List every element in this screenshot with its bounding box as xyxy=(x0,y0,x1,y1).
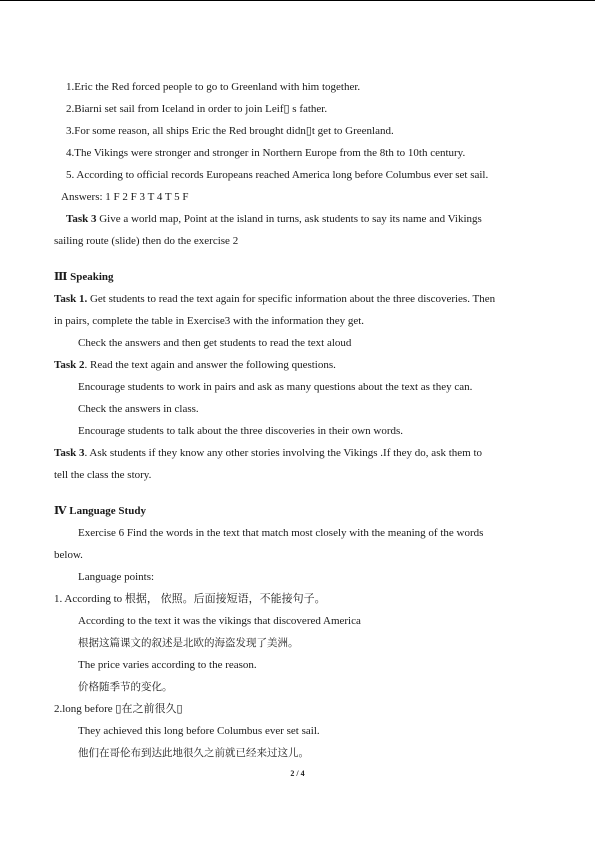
point-2-example-1-en: They achieved this long before Columbus ever set sail. xyxy=(78,725,320,737)
statement-3: 3.For some reason, all ships Eric the Red brought didn▯t get to Greenland. xyxy=(66,125,394,137)
task-text: Get students to read the text again for specific information about the three discoveries. Then xyxy=(87,293,496,305)
point-2-example-1-zh: 他们在哥伦布到达此地很久之前就已经来过这儿。 xyxy=(78,747,309,759)
point-1-title: 1. According to 根据， 依照。后面接短语，不能接句子。 xyxy=(54,593,326,605)
statement-4: 4.The Vikings were stronger and stronger in Northern Europe from the 8th to 10th century. xyxy=(66,147,466,159)
exercise-6: Exercise 6 Find the words in the text that match most closely with the meaning of the words xyxy=(78,527,484,539)
speaking-task3-cont: tell the class the story. xyxy=(54,469,152,481)
language-study-heading: Ⅳ Language Study xyxy=(54,505,146,517)
point-1-example-1-en: According to the text it was the vikings that discovered America xyxy=(78,615,361,627)
point-1-example-2-en: The price varies according to the reason. xyxy=(78,659,257,671)
page-number: 2 / 4 xyxy=(290,769,305,778)
task-text: . Read the text again and answer the following questions. xyxy=(84,359,336,371)
statement-2: 2.Biarni set sail from Iceland in order to join Leif▯ s father. xyxy=(66,103,328,115)
statement-5: 5. According to official records Europeans reached America long before Columbus ever set sail. xyxy=(66,169,489,181)
task-label: Task 3 xyxy=(66,213,97,225)
speaking-task2-talk: Encourage students to talk about the three discoveries in their own words. xyxy=(78,425,404,437)
exercise-6-cont: below. xyxy=(54,549,83,561)
task-label: Task 1. xyxy=(54,293,88,305)
reading-task3 xyxy=(66,212,482,226)
task-text: Give a world map, Point at the island in turns, ask students to say its name and Vikings xyxy=(96,213,482,225)
speaking-task1-check: Check the answers and then get students to read the text aloud xyxy=(78,337,352,349)
task-label: Task 2 xyxy=(54,359,85,371)
task-text: . Ask students if they know any other stories involving the Vikings .If they do, ask them to xyxy=(84,447,483,459)
speaking-task3 xyxy=(54,446,482,460)
speaking-task1 xyxy=(54,292,495,306)
speaking-task2 xyxy=(54,358,336,372)
point-2-title: 2.long before ▯在之前很久▯ xyxy=(54,703,183,715)
point-1-example-1-zh: 根据这篇课文的叙述是北欧的海盗发现了美洲。 xyxy=(78,637,299,649)
answers-line: Answers: 1 F 2 F 3 T 4 T 5 F xyxy=(61,191,189,203)
speaking-heading: Ⅲ Speaking xyxy=(54,271,114,283)
speaking-task2-pairs: Encourage students to work in pairs and ask as many questions about the text as they can. xyxy=(78,381,473,393)
statement-1: 1.Eric the Red forced people to go to Greenland with him together. xyxy=(66,81,361,93)
reading-task3-cont: sailing route (slide) then do the exercise 2 xyxy=(54,235,239,247)
point-1-example-2-zh: 价格随季节的变化。 xyxy=(78,681,173,693)
speaking-task1-cont: in pairs, complete the table in Exercise3 with the information they get. xyxy=(54,315,365,327)
speaking-task2-check: Check the answers in class. xyxy=(78,403,199,415)
language-points-label: Language points: xyxy=(78,571,155,583)
task-label: Task 3 xyxy=(54,447,85,459)
